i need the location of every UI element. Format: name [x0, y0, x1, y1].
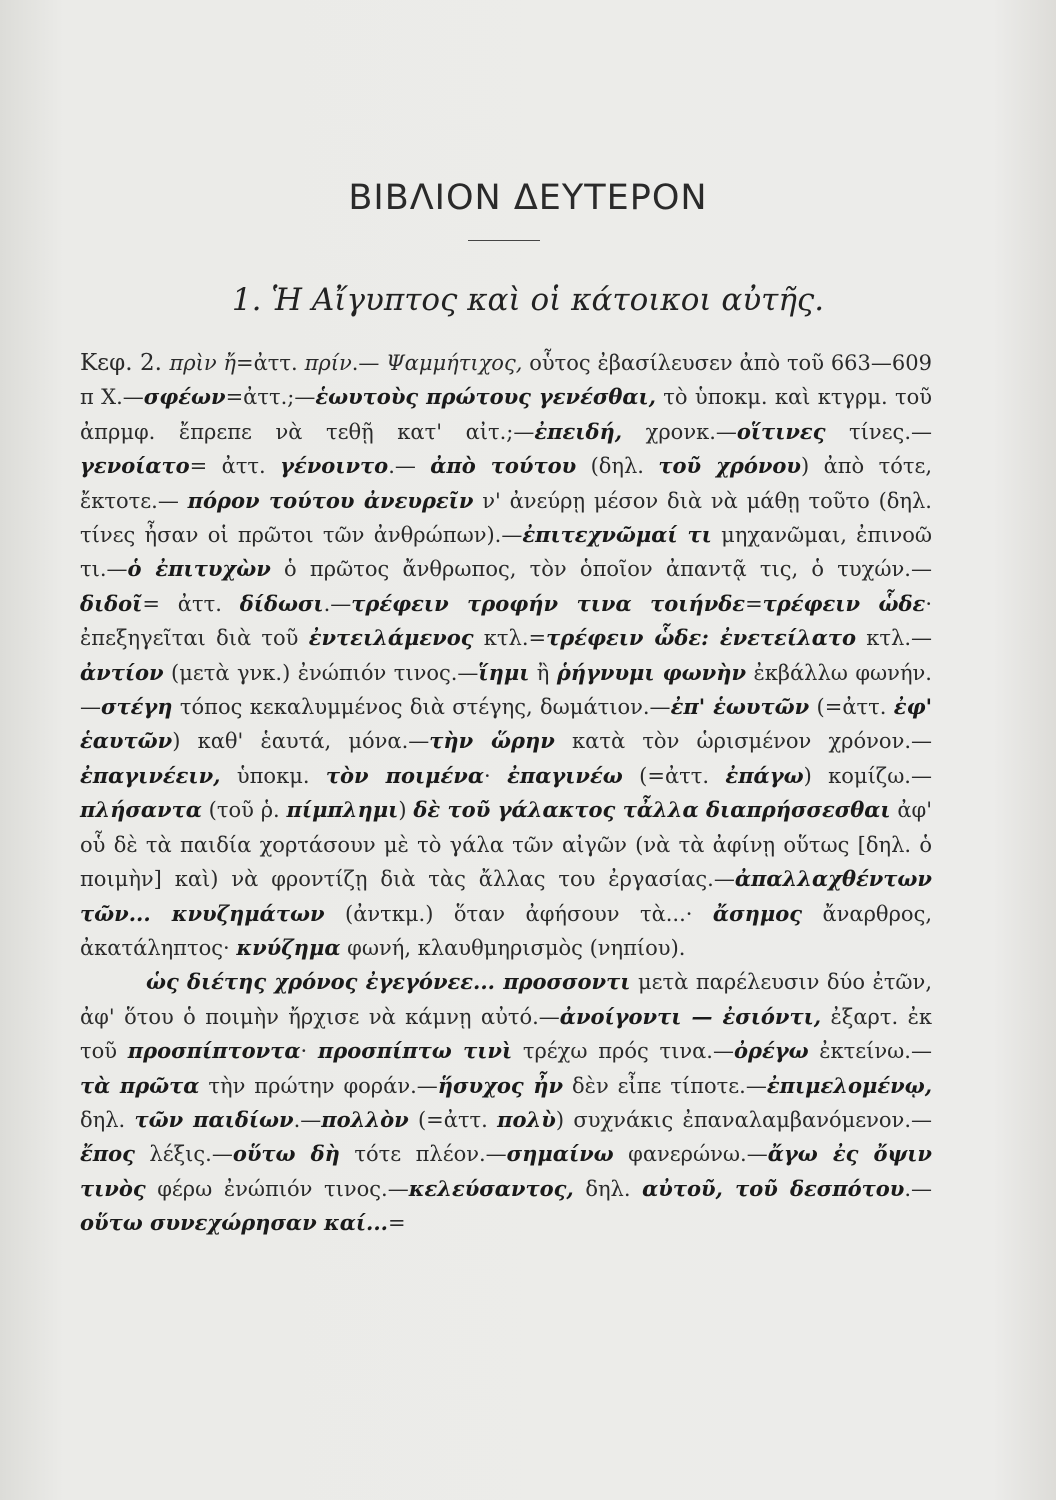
gloss-text: ) καθ' ἑαυτά, μόνα.— — [172, 729, 430, 754]
lemma-term: ἄγω ἐς ὄψιν τινὸς — [80, 1141, 932, 1201]
gloss-text: ἢ — [529, 660, 557, 685]
gloss-text: .— — [904, 1176, 933, 1201]
gloss-text: Κεφ. 2. — [80, 350, 170, 376]
lemma-term: ἑωυτοὺς πρώτους γενέσθαι, — [315, 384, 656, 410]
gloss-text: = ἀττ. — [142, 591, 240, 616]
gloss-text: = ἀττ. — [189, 454, 281, 479]
gloss-text: μηχανῶμαι, ἐπινοῶ τι.— — [80, 523, 932, 582]
lemma-term: γενοίατο — [80, 453, 190, 479]
gloss-text: .— — [351, 351, 387, 375]
gloss-text: (μετὰ γνκ.) ἐνώπιόν τινος.— — [163, 660, 479, 685]
lemma-term: πλήσαντα — [80, 797, 202, 823]
lemma-term: πόρον τούτου ἀνευρεῖν — [187, 487, 474, 513]
lemma-term: ἀπαλλαχθέντων τῶν... κνυζημάτων — [80, 866, 932, 926]
lemma-term: ἐπαγινέειν, — [80, 762, 221, 788]
gloss-text: ὑποκμ. — [220, 763, 326, 788]
lemma-term: κελεύσαντος, — [408, 1175, 574, 1201]
lemma-term: τὸν ποιμένα — [325, 762, 485, 788]
gloss-text: (δηλ. — [576, 454, 659, 479]
gloss-text: ) — [398, 798, 414, 823]
lemma-term: ἐπειδή, — [534, 418, 623, 444]
lemma-term: δίδωσι — [239, 590, 324, 616]
lemma-term: ἀντίον — [80, 659, 164, 685]
lemma-term: ἀπὸ τούτου — [430, 453, 577, 479]
lemma-term: τὰ πρῶτα — [80, 1072, 200, 1098]
lemma-term: ὀρέγω — [733, 1038, 809, 1064]
gloss-text: ἐκβάλλω φωνήν.— — [80, 660, 932, 720]
gloss-text: Ψαμμήτιχος, — [386, 351, 523, 375]
gloss-text: ὁ πρῶτος ἄνθρωπος, τὸν ὁποῖον ἀπαντᾷ τις, ὁ τυχών.— — [270, 557, 932, 582]
gloss-text: · ἐπεξηγεῖται διὰ τοῦ — [80, 591, 932, 651]
gloss-text: (=ἀττ. — [622, 763, 726, 788]
lemma-term: αὐτοῦ, τοῦ δεσπότου — [642, 1175, 905, 1201]
gloss-text: κτλ.= — [473, 626, 547, 651]
gloss-text: ἀφ' οὗ δὲ τὰ παιδία χορτάσουν μὲ τὸ γάλα τῶν αἰγῶν (νὰ τὰ ἀφίνῃ οὕτως [δηλ. ὁ ποιμὴν] καὶ) νὰ φροντίζῃ διὰ τὰς ἄλλας του ἐργασίας.— — [80, 798, 932, 892]
lemma-term: τοῦ χρόνου — [658, 453, 802, 479]
gloss-text: =ἀττ. — [236, 351, 305, 375]
paragraph-1 — [80, 346, 932, 965]
gloss-text: φωνή, κλαυθμηρισμὸς (νηπίου). — [340, 935, 686, 960]
gloss-text: χρονκ.— — [622, 419, 737, 444]
gloss-text: = — [387, 1211, 406, 1236]
gloss-text: τότε πλέον.— — [339, 1142, 507, 1167]
lemma-term: ἐπιμελομένῳ, — [766, 1072, 933, 1098]
lemma-term: ἐπαγινέω — [507, 762, 623, 788]
lemma-term: οὕτω δὴ — [232, 1141, 340, 1167]
gloss-text: · — [484, 763, 508, 788]
lemma-term: ἐπ' ἑωυτῶν — [670, 694, 810, 720]
lemma-term: ἐντειλάμενος — [308, 625, 474, 651]
lemma-term: στέγη — [101, 694, 173, 720]
lemma-term: πίμπλημι — [286, 797, 399, 823]
gloss-text: πρίν — [304, 351, 352, 375]
gloss-text: τόπος κεκαλυμμένος διὰ στέγης, δωμάτιον.— — [172, 695, 671, 720]
gloss-text: ) κομίζω.— — [803, 763, 932, 788]
gloss-text: ) ἀπὸ τότε, ἔκτοτε.— — [80, 454, 933, 513]
lemma-term: προσπίπτω τινὶ — [317, 1038, 513, 1064]
title-divider — [468, 240, 540, 241]
commentary-body — [80, 346, 932, 1241]
gloss-text: τὸ ὑποκμ. καὶ κτγρμ. τοῦ ἀπρμφ. ἔπρεπε νὰ τεθῇ κατ' αἰτ.;— — [80, 385, 932, 444]
lemma-term: ἐπιτεχνῶμαί τι — [522, 522, 712, 548]
gloss-text: =ἀττ.;— — [225, 385, 316, 410]
gloss-text: λέξις.— — [134, 1142, 233, 1167]
lemma-term: ἔπος — [80, 1141, 135, 1167]
lemma-term: τρέφειν τροφήν τινα τοιήνδε — [351, 590, 746, 616]
gloss-text: οὗτος ἐβασίλευσεν ἀπὸ τοῦ 663—609 π Χ.— — [80, 351, 932, 410]
lemma-term: ὡς διέτης χρόνος ἐγεγόνεε... προσσοντι — [146, 969, 631, 995]
lemma-term: διδοῖ — [80, 590, 143, 616]
lemma-term: δὲ τοῦ γάλακτος τἆλλα διαπρήσσεσθαι — [413, 797, 891, 823]
gloss-text: .— — [323, 591, 352, 616]
lemma-term: τῶν παιδίων — [134, 1106, 294, 1132]
lemma-term: ἄσημος — [712, 900, 802, 926]
gloss-text: ) συχνάκις ἐπαναλαμβανόμενον.— — [555, 1107, 932, 1132]
gloss-text: ἐκτείνω.— — [808, 1039, 932, 1064]
gloss-text: ἄναρθρος, ἀκατάληπτος· — [80, 901, 932, 960]
gloss-text: τρέχω πρός τινα.— — [512, 1039, 734, 1064]
paragraph-2 — [80, 965, 932, 1240]
chapter-title: 1. Ἡ Αἴγυπτος καὶ οἱ κάτοικοι αὐτῆς. — [231, 282, 825, 318]
lemma-term: πολὺ — [497, 1106, 556, 1132]
gloss-text: κτλ.— — [856, 626, 933, 651]
gloss-text: (=ἀττ. — [408, 1107, 498, 1132]
gloss-text: .— — [293, 1107, 322, 1132]
gloss-text: τὴν πρώτην φοράν.— — [199, 1073, 438, 1098]
lemma-term: οἵτινες — [736, 418, 826, 444]
lemma-term: ὁ ἐπιτυχὼν — [127, 556, 271, 582]
lemma-term: προσπίπτοντα — [127, 1038, 301, 1064]
gloss-text: δηλ. — [80, 1107, 135, 1132]
lemma-term: πολλὸν — [321, 1106, 409, 1132]
lemma-term: κνύζημα — [236, 934, 341, 960]
gloss-text: (=ἀττ. — [809, 695, 894, 720]
gloss-text: πρὶν ἤ — [169, 351, 237, 375]
lemma-term: τρέφειν ὧδε: ἐνετείλατο — [546, 625, 856, 651]
lemma-term: ἀνοίγοντι — ἐσιόντι, — [559, 1003, 822, 1029]
gloss-text: μετὰ παρέλευσιν δύο ἐτῶν, ἀφ' ὅτου ὁ ποιμὴν ἤρχισε νὰ κάμνῃ αὐτό.— — [80, 970, 932, 1029]
gloss-text: (ἀντκμ.) ὅταν ἀφήσουν τὰ...· — [324, 901, 713, 926]
gloss-text: ν' ἀνεύρῃ μέσον διὰ νὰ μάθῃ τοῦτο (δηλ. τίνες ἦσαν οἱ πρῶτοι τῶν ἀνθρώπων).— — [80, 488, 932, 548]
gloss-text: δὲν εἶπε τίποτε.— — [563, 1073, 767, 1098]
lemma-term: σημαίνω — [506, 1141, 614, 1167]
lemma-term: σφέων — [143, 384, 226, 410]
gloss-text: = — [745, 591, 763, 616]
lemma-term: ἵημι — [478, 659, 530, 685]
gloss-text: τίνες.— — [825, 419, 932, 444]
gloss-text: φέρω ἐνώπιόν τινος.— — [145, 1176, 409, 1201]
lemma-term: ῥήγνυμι φωνὴν — [556, 659, 747, 685]
gloss-text: φανερώνω.— — [613, 1142, 768, 1167]
lemma-term: τὴν ὥρην — [429, 728, 555, 754]
gloss-text: ἐξαρτ. ἐκ τοῦ — [80, 1004, 932, 1064]
lemma-term: γένοιντο — [280, 453, 389, 479]
gloss-text: .— — [388, 454, 431, 479]
lemma-term: ἐπάγω — [725, 762, 804, 788]
gloss-text: · — [300, 1039, 318, 1064]
lemma-term: οὕτω συνεχώρησαν καί... — [80, 1210, 388, 1236]
gloss-text: δηλ. — [573, 1176, 643, 1201]
lemma-term: ἥσυχος ἦν — [437, 1072, 564, 1098]
book-title: ΒΙΒΛΙΟΝ ΔΕΥΤΕΡΟΝ — [348, 178, 708, 218]
lemma-term: τρέφειν ὧδε — [762, 590, 926, 616]
lemma-term: ἐφ' ἑαυτῶν — [80, 694, 932, 754]
gloss-text: (τοῦ ῥ. — [201, 798, 287, 823]
gloss-text: κατὰ τὸν ὡρισμένον χρόνον.— — [554, 729, 933, 754]
